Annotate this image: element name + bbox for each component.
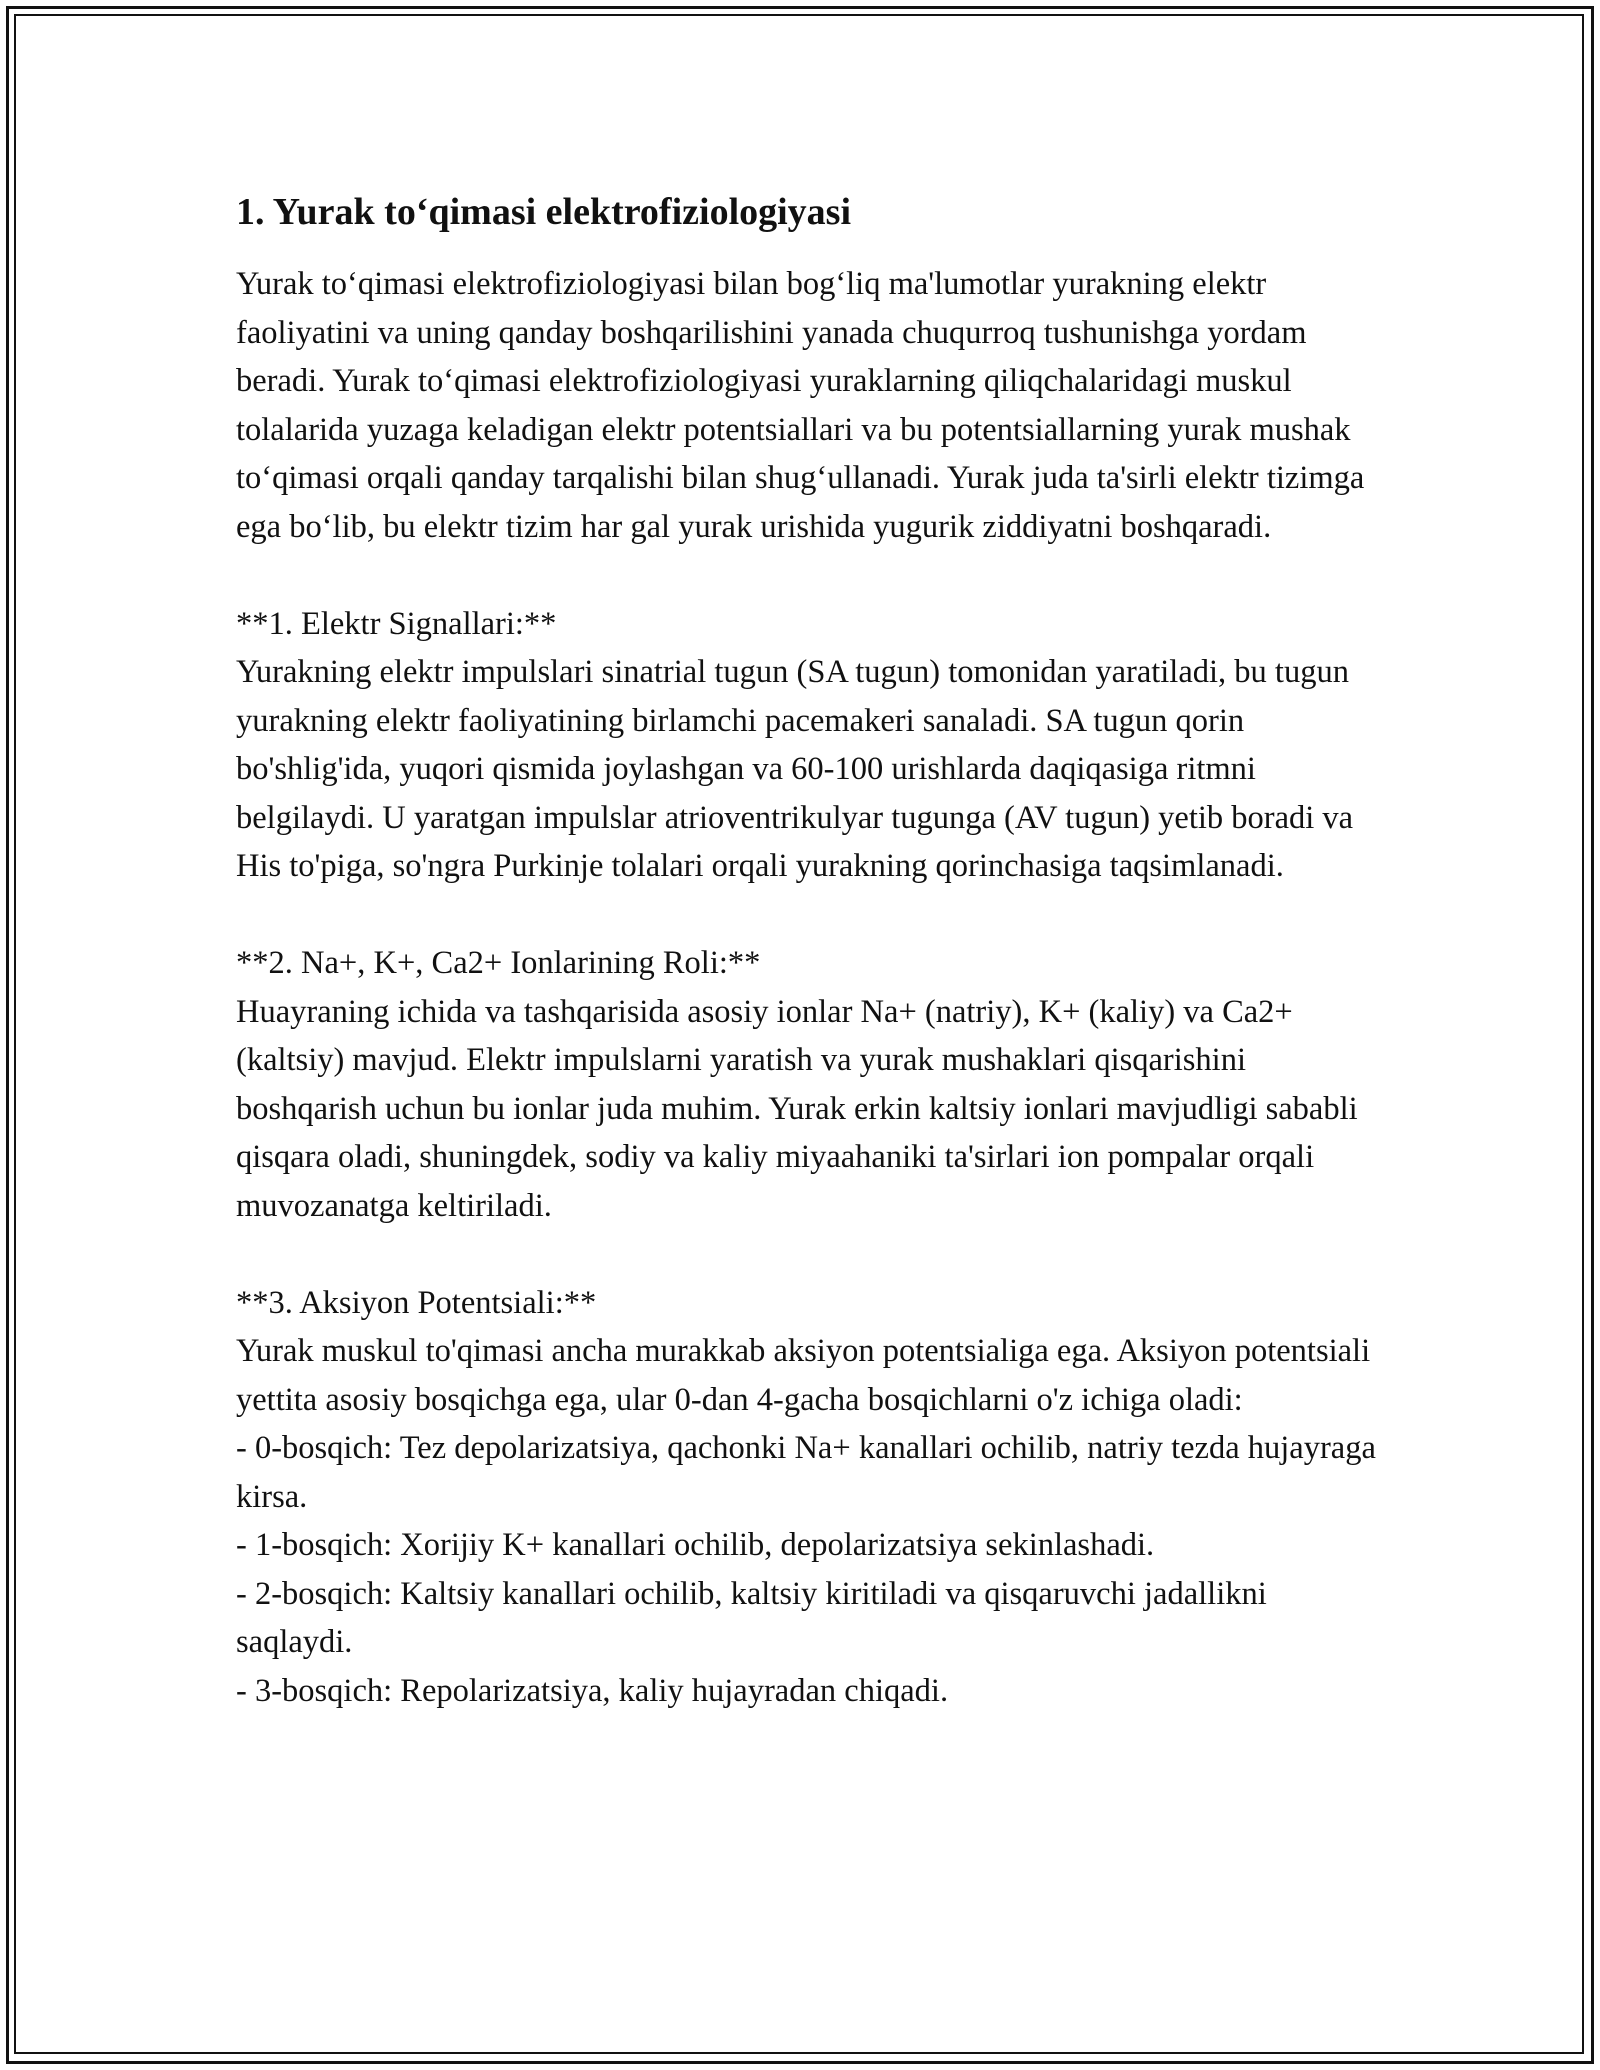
- paragraph-gap: [236, 891, 1376, 940]
- list-item-phase-2: - 2-bosqich: Kaltsiy kanallari ochilib, kaltsiy kiritiladi va qisqaruvchi jadallikni saqlaydi.: [236, 1575, 1267, 1660]
- section-heading-elektr-signallari: **1. Elektr Signallari:**: [236, 605, 557, 642]
- document-page: [236, 186, 1376, 1715]
- paragraph-gap: [236, 551, 1376, 600]
- list-item-phase-0: - 0-bosqich: Tez depolarizatsiya, qachonki Na+ kanallari ochilib, natriy tezda hujayraga kirsa.: [236, 1430, 1376, 1515]
- intro-paragraph: Yurak to‘qimasi elektrofiziologiyasi bilan bog‘liq ma'lumotlar yurakning elektr faoliyatini va uning qanday boshqarilishini yanada chuqurroq tushunishga yordam beradi. Yurak to‘qimasi elektrofiziologiyasi yuraklarning qiliqchalaridagi muskul tolalarida yuzaga keladigan elektr potentsiallari va bu potentsiallarning yurak mushak to‘qimasi orqali qanday tarqalishi bilan shug‘ullanadi. Yurak juda ta'sirli elektr tizimga ega bo‘lib, bu elektr tizim har gal yurak urishida yugurik ziddiyatni boshqaradi.: [236, 266, 1365, 545]
- paragraph-gap: [236, 1230, 1376, 1279]
- section-heading-aksiyon-potentsiali: **3. Aksiyon Potentsiali:**: [236, 1284, 597, 1321]
- list-item-phase-3: - 3-bosqich: Repolarizatsiya, kaliy hujayradan chiqadi.: [236, 1672, 949, 1709]
- document-title: 1. Yurak to‘qimasi elektrofiziologiyasi: [236, 191, 852, 233]
- section-body-ionlar-roli: Huayraning ichida va tashqarisida asosiy ionlar Na+ (natriy), K+ (kaliy) va Ca2+ (kaltsiy) mavjud. Elektr impulslarni yaratish va yurak mushaklari qisqarishini boshqarish uchun bu ionlar juda muhim. Yurak erkin kaltsiy ionlari mavjudligi sababli qisqara oladi, shuningdek, sodiy va kaliy miyaahaniki ta'sirlari ion pompalar orqali muvozanatga keltiriladi.: [236, 993, 1358, 1224]
- section-heading-ionlar-roli: **2. Na+, K+, Ca2+ Ionlarining Roli:**: [236, 945, 761, 981]
- section-body-aksiyon-potentsiali: Yurak muskul to'qimasi ancha murakkab aksiyon potentsialiga ega. Aksiyon potentsiali yettita asosiy bosqichga ega, ular 0-dan 4-gacha bosqichlarni o'z ichiga oladi:: [236, 1333, 1371, 1418]
- section-body-elektr-signallari: Yurakning elektr impulslari sinatrial tugun (SA tugun) tomonidan yaratiladi, bu tugun yurakning elektr faoliyatining birlamchi pacemakeri sanaladi. SA tugun qorin bo'shlig'ida, yuqori qismida joylashgan va 60-100 urishlarda daqiqasiga ritmni belgilaydi. U yaratgan impulslar atrioventrikulyar tugunga (AV tugun) yetib boradi va His to'piga, so'ngra Purkinje tolalari orqali yurakning qorinchasiga taqsimlanadi.: [236, 654, 1354, 884]
- list-item-phase-1: - 1-bosqich: Xorijiy K+ kanallari ochilib, depolarizatsiya sekinlashadi.: [236, 1527, 1155, 1563]
